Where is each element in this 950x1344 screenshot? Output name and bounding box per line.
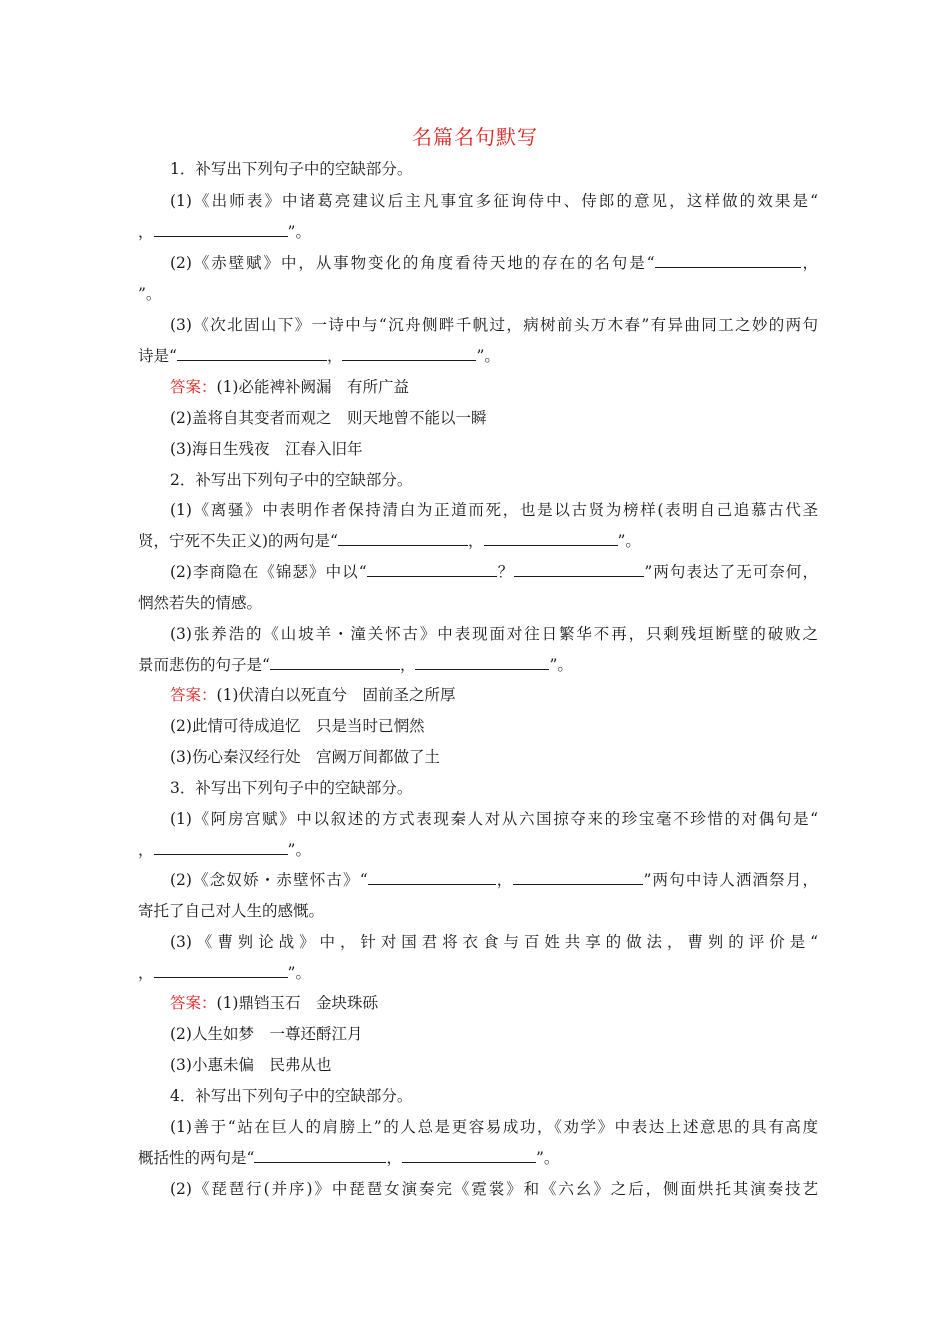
answer-blank: [154, 840, 288, 855]
answer-label: 答案：: [170, 378, 217, 396]
question-3-heading: 3．补写出下列句子中的空缺部分。: [170, 779, 413, 797]
q2-item-3-text: (3)张养浩的《山坡羊・潼关怀古》中表现面对往日繁华不再，只剩残垣断壁的破败之: [170, 625, 818, 643]
q2-item-1-fill: 贤，宁死不失正义)的两句是“ ， ”。: [138, 532, 641, 550]
page-title: 名篇名句默写: [412, 125, 538, 149]
answer-blank: [367, 562, 497, 577]
answer-blank: [154, 222, 288, 237]
q4-item-2-text: (2)《琵琶行(并序)》中琵琶女演奏完《霓裳》和《六幺》之后，侧面烘托其演奏技艺: [170, 1180, 818, 1198]
q3-item-1-text: (1)《阿房宫赋》中以叙述的方式表现秦人对从六国掠夺来的珍宝毫不珍惜的对偶句是“: [170, 810, 818, 828]
q3-item-2-text: (2)《念奴娇・赤壁怀古》“ ， ”两句中诗人洒酒祭月，: [170, 871, 818, 889]
answer-blank: [513, 870, 643, 885]
answer-label: 答案：: [170, 994, 217, 1012]
q4-item-1-text: (1)善于“站在巨人的肩膀上”的人总是更容易成功，《劝学》中表达上述意思的具有高度: [170, 1118, 818, 1136]
q1-answer-3: (3)海日生残夜 江春入旧年: [170, 440, 363, 458]
answer-blank: [514, 562, 644, 577]
answer-blank: [402, 1148, 536, 1163]
answer-blank: [342, 346, 476, 361]
q2-item-1-text: (1)《离骚》中表明作者保持清白为正道而死，也是以古贤为榜样(表明自己追慕古代圣: [170, 501, 818, 519]
q2-answer-1: 答案：(1)伏清白以死直兮 固前圣之所厚: [170, 686, 456, 704]
q2-item-3-fill: 景而悲伤的句子是“ ， ”。: [138, 656, 573, 674]
answer-blank: [177, 346, 327, 361]
answer-blank: [154, 963, 288, 978]
answer-blank: [338, 531, 468, 546]
answer-blank: [484, 531, 618, 546]
q3-answer-2: (2)人生如梦 一尊还酹江月: [170, 1025, 363, 1043]
q2-item-2-fill: 惘然若失的情感。: [138, 594, 263, 612]
answer-blank: [655, 253, 801, 268]
q1-item-1-fill: ， ”。: [138, 223, 311, 241]
q1-answer-1: 答案：(1)必能裨补阙漏 有所广益: [170, 378, 409, 396]
answer-label: 答案：: [170, 686, 217, 704]
q3-answer-3: (3)小惠未偏 民弗从也: [170, 1056, 332, 1074]
answer-blank: [270, 655, 400, 670]
question-4-heading: 4．补写出下列句子中的空缺部分。: [170, 1087, 413, 1105]
q4-item-1-fill: 概括性的两句是“ ， ”。: [138, 1149, 560, 1167]
answer-blank: [254, 1148, 386, 1163]
q2-item-2-text: (2)李商隐在《锦瑟》中以“ ？ ”两句表达了无可奈何，: [170, 563, 818, 581]
q3-item-1-fill: ， ”。: [138, 841, 311, 859]
question-1-heading: 1．补写出下列句子中的空缺部分。: [170, 160, 413, 178]
q3-item-3-text: (3)《曹刿论战》中，针对国君将衣食与百姓共享的做法，曹刿的评价是“: [170, 933, 818, 951]
q1-item-2-fill: ”。: [138, 285, 162, 303]
answer-blank: [368, 870, 496, 885]
q2-answer-2: (2)此情可待成追忆 只是当时已惘然: [170, 717, 425, 735]
q3-item-3-fill: ， ”。: [138, 964, 311, 982]
q1-answer-2: (2)盖将自其变者而观之 则天地曾不能以一瞬: [170, 409, 487, 427]
answer-blank: [415, 655, 549, 670]
q1-item-3-fill: 诗是“ ， ”。: [138, 347, 500, 365]
q3-item-2-fill: 寄托了自己对人生的感慨。: [138, 902, 325, 920]
q1-item-1-text: (1)《出师表》中诸葛亮建议后主凡事宜多征询侍中、侍郎的意见，这样做的效果是“: [170, 192, 818, 210]
q2-answer-3: (3)伤心秦汉经行处 宫阙万间都做了土: [170, 748, 440, 766]
question-2-heading: 2．补写出下列句子中的空缺部分。: [170, 471, 413, 489]
q1-item-2-text: (2)《赤壁赋》中，从事物变化的角度看待天地的存在的名句是“ ，: [170, 254, 818, 272]
q1-item-3-text: (3)《次北固山下》一诗中与“沉舟侧畔千帆过，病树前头万木春”有异曲同工之妙的两句: [170, 316, 818, 334]
q3-answer-1: 答案：(1)鼎铛玉石 金块珠砾: [170, 994, 378, 1012]
